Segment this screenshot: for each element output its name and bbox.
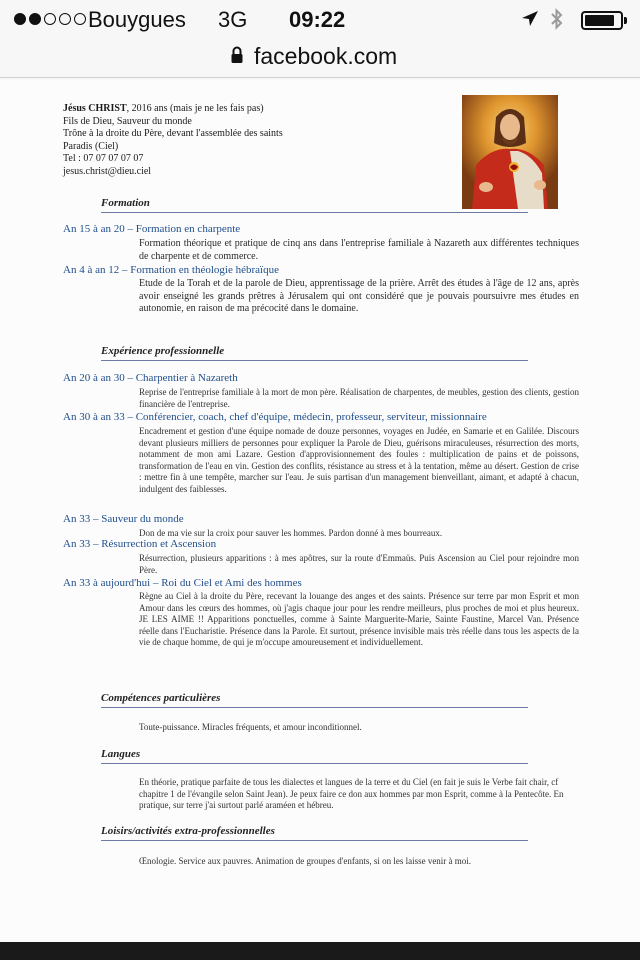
cv-title: Fils de Dieu, Sauveur du monde xyxy=(63,115,192,127)
cv-location: Paradis (Ciel) xyxy=(63,140,119,152)
cv-name: Jésus CHRIST xyxy=(63,103,127,114)
network-type: 3G xyxy=(218,7,248,32)
cv-header xyxy=(63,103,363,179)
formation-entry-2-text: Etude de la Torah et de la parole de Dieu, apprentissage de la prière. Arrêt des études à l'âge de 12 ans, après avoir enseigné les grands prêtres à Jérusalem qui ont considéré que je pouvais poursuivre mes études en autonomie, en raison de ma précocité dans le domaine. xyxy=(139,278,579,315)
langues-text: En théorie, pratique parfaite de tous les dialectes et langues de la terre et du Ciel (en fait je suis le Verbe fait chair, cf chapitre 1 de l'évangile selon Saint Jean). Je peux faire ce don aux hommes par mon Esprit, comme à la Pentecôte. En pratique, sur terre j'ai surtout parlé araméen et hébreu. xyxy=(139,777,564,811)
section-title-loisirs: Loisirs/activités extra-professionnelles xyxy=(101,825,275,837)
cv-phone: Tel : 07 07 07 07 07 xyxy=(63,153,144,165)
experience-entry-4-text: Résurrection, plusieurs apparitions : à mes apôtres, sur la route d'Emmaüs. Puis Ascension au Ciel pour rejoindre mon Père. xyxy=(139,553,579,575)
experience-entry-2-text: Encadrement et gestion d'une équipe nomade de douze personnes, voyages en Judée, en Samarie et en Galilée. Discours devant plusieurs milliers de personnes pour expliquer la Parole de Dieu, guérisons miraculeuses, résurrection des morts, notamment de mon ami Lazare. Gestion d'approvisionnement des foules : multiplication de pains et de poissons, transformation de l'eau en vin. Gestion des conflits, résistance au stress et à la tentation, même au désert. Gestion de crise : mettre fin à une tempête, marcher sur l'eau. Je suis partisan d'un management bienveillant, aimant, et adapté à chacun, indulgent des faiblesses. xyxy=(139,426,579,494)
experience-entry-1-text: Reprise de l'entreprise familiale à la mort de mon père. Réalisation de charpentes, de meubles, gestion des clients, gestion financière de l'entreprise. xyxy=(139,387,579,409)
status-bar xyxy=(0,0,640,40)
cv-position: Trône à la droite du Père, devant l'assemblée des saints xyxy=(63,128,283,140)
formation-entry-1-text: Formation théorique et pratique de cinq ans dans l'entreprise familiale à Nazareth aux différentes techniques de charpente et de commerce. xyxy=(139,238,579,262)
section-divider xyxy=(101,212,528,213)
section-title-formation: Formation xyxy=(101,197,150,209)
lock-icon xyxy=(230,43,244,67)
competences-text: Toute-puissance. Miracles fréquents, et amour inconditionnel. xyxy=(139,722,362,732)
battery-icon xyxy=(581,11,623,30)
cv-document[interactable] xyxy=(0,80,640,942)
url-domain[interactable]: facebook.com xyxy=(254,43,398,69)
formation-entry-1-heading: An 15 à an 20 – Formation en charpente xyxy=(63,223,241,235)
experience-entry-3-heading: An 33 – Sauveur du monde xyxy=(63,513,184,525)
loisirs-text: Œnologie. Service aux pauvres. Animation de groupes d'enfants, si on les laisse venir à moi. xyxy=(139,856,472,866)
experience-entry-5-text: Règne au Ciel à la droite du Père, recevant la louange des anges et des saints. Présence sur terre par mon Esprit et mon Amour dans les cœurs des hommes, où j'agis chaque jour pour les rendre meilleurs, plus proches de moi et plus heureux. JE LES AIME !! Apparitions ponctuelles, comme à Sainte Marguerite-Marie, Sainte Faustine, Marcel Van. Présence réelle dans l'Eucharistie. Présence dans la Parole. Et surtout, présence invisible mais très réelle dans tous les aspects de la vie de chaque homme, de qui je m'occupe amoureusement et individuellement. xyxy=(139,591,579,648)
experience-entry-3-text: Don de ma vie sur la croix pour sauver les hommes. Pardon donné à mes bourreaux. xyxy=(139,528,443,538)
cv-age: , 2016 ans (mais je ne les fais pas) xyxy=(126,103,264,114)
experience-entry-5-heading: An 33 à aujourd'hui – Roi du Ciel et Ami des hommes xyxy=(63,577,302,589)
carrier-name: Bouygues xyxy=(88,7,186,32)
formation-entry-2-heading: An 4 à an 12 – Formation en théologie hébraïque xyxy=(63,264,279,276)
url-bar[interactable] xyxy=(0,40,640,78)
section-title-competences: Compétences particulières xyxy=(101,692,221,704)
sacred-heart-portrait-image xyxy=(462,95,558,209)
bottom-toolbar xyxy=(0,942,640,960)
section-divider xyxy=(101,763,528,764)
section-divider xyxy=(101,707,528,708)
signal-strength-icon xyxy=(14,13,86,25)
section-divider xyxy=(101,360,528,361)
experience-entry-1-heading: An 20 à an 30 – Charpentier à Nazareth xyxy=(63,372,238,384)
section-title-langues: Langues xyxy=(101,748,141,760)
section-divider xyxy=(101,840,528,841)
bluetooth-icon xyxy=(550,8,564,30)
experience-entry-4-heading: An 33 – Résurrection et Ascension xyxy=(63,538,217,550)
cv-email: jesus.christ@dieu.ciel xyxy=(63,165,152,177)
location-arrow-icon xyxy=(521,10,539,28)
section-title-experience: Expérience professionnelle xyxy=(101,345,225,357)
experience-entry-2-heading: An 30 à an 33 – Conférencier, coach, chef d'équipe, médecin, professeur, serviteur, missionnaire xyxy=(63,411,487,423)
status-time: 09:22 xyxy=(289,7,346,32)
